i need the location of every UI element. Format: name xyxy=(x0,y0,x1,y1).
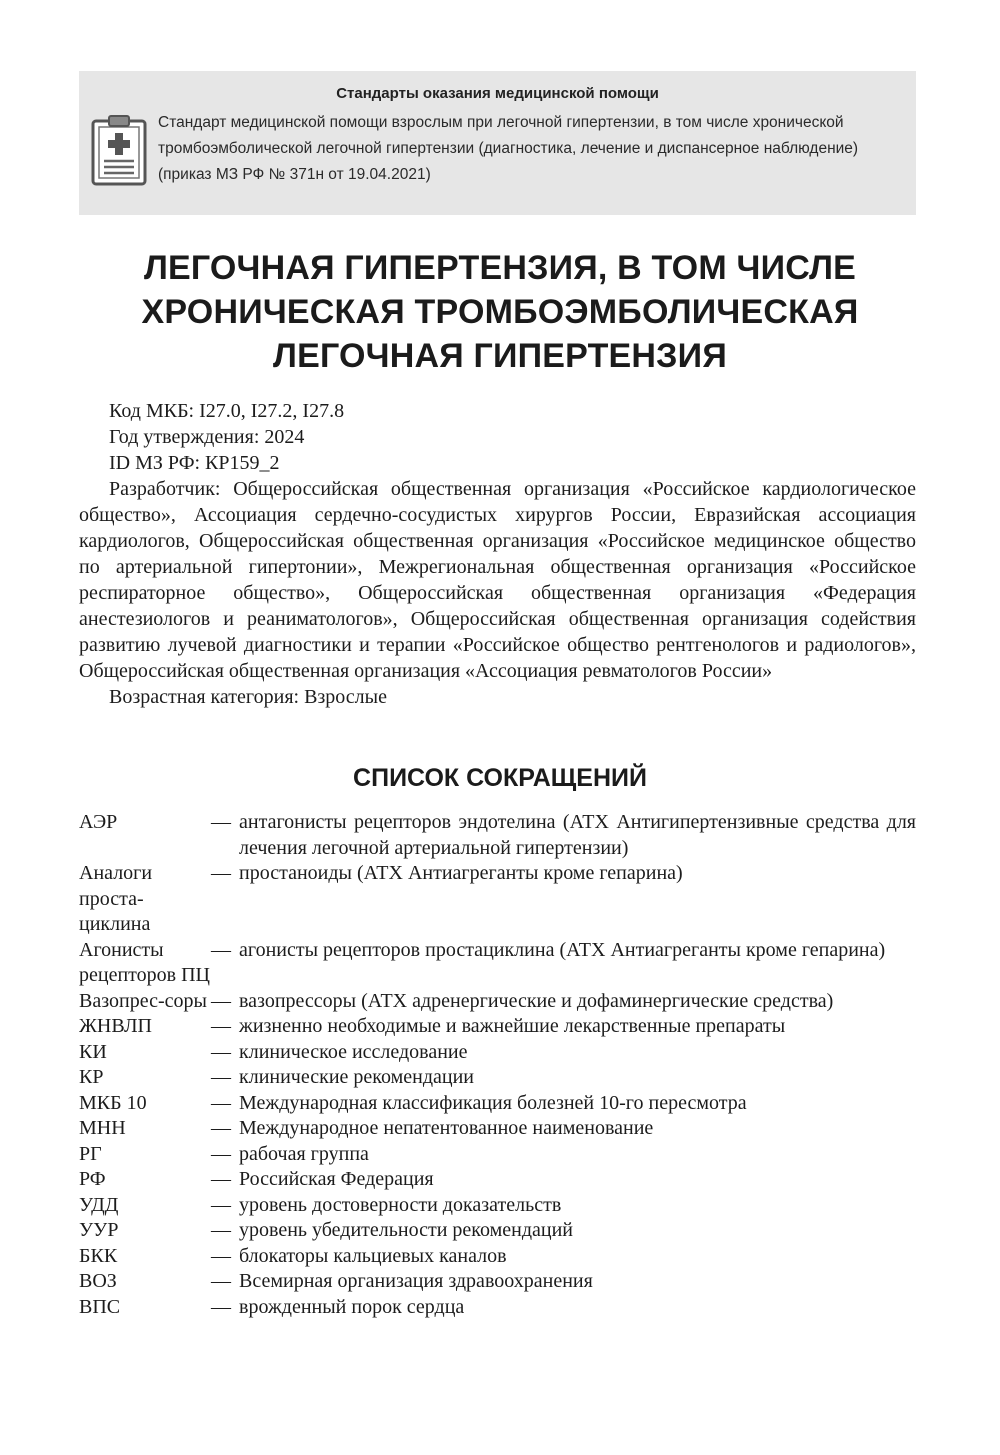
ministry-id: ID МЗ РФ: КР159_2 xyxy=(109,452,280,474)
abbreviation-definition: рабочая группа xyxy=(239,1142,369,1165)
abbreviation-row xyxy=(79,1167,916,1193)
abbreviation-definition: агонисты рецепторов простациклина (АТХ Антиагреганты кроме гепарина) xyxy=(239,938,886,961)
abbreviation-definition: жизненно необходимые и важнейшие лекарственные препараты xyxy=(239,1015,786,1037)
abbreviation-row xyxy=(79,1040,916,1066)
abbreviation-term: КР xyxy=(79,1066,104,1088)
abbreviation-definition: Российская Федерация xyxy=(239,1168,434,1190)
abbreviation-term: УДД xyxy=(79,1193,119,1216)
abbreviation-dash: — xyxy=(211,1244,231,1267)
abbreviation-dash: — xyxy=(211,1295,231,1318)
abbreviation-definition: уровень убедительности рекомендаций xyxy=(239,1219,574,1241)
age-category: Возрастная категория: Взрослые xyxy=(109,686,387,708)
banner-text xyxy=(158,110,908,188)
abbreviations-title: СПИСОК СОКРАЩЕНИЙ xyxy=(353,764,647,792)
abbreviation-dash: — xyxy=(211,1066,231,1088)
abbreviation-dash: — xyxy=(211,1193,231,1216)
abbreviation-definition: Всемирная организация здравоохранения xyxy=(239,1270,593,1292)
abbreviation-row xyxy=(79,1244,916,1270)
abbreviation-dash: — xyxy=(211,1117,231,1139)
abbreviation-term: АЭР xyxy=(79,811,118,833)
abbreviation-term: УУР xyxy=(79,1219,119,1241)
icd-code: Код МКБ: I27.0, I27.2, I27.8 xyxy=(109,400,345,422)
title-line: ЛЕГОЧНАЯ ГИПЕРТЕНЗИЯ, В ТОМ ЧИСЛЕ xyxy=(143,249,857,287)
abbreviation-dash: — xyxy=(211,1091,231,1114)
abbreviation-row xyxy=(79,1218,916,1244)
page-title xyxy=(60,246,940,378)
abbreviation-dash: — xyxy=(211,1142,231,1165)
abbreviation-definition: вазопрессоры (АТХ адренергические и дофаминергические средства) xyxy=(239,989,834,1012)
abbreviation-definition: Международная классификация болезней 10-го пересмотра xyxy=(239,1091,747,1114)
banner-heading: Стандарты оказания медицинской помощи xyxy=(336,85,659,102)
abbreviation-row xyxy=(79,1116,916,1142)
title-line: ЛЕГОЧНАЯ ГИПЕРТЕНЗИЯ xyxy=(273,337,727,375)
document-meta xyxy=(79,398,916,710)
abbreviation-definition: блокаторы кальциевых каналов xyxy=(239,1244,507,1267)
banner-line: Стандарт медицинской помощи взрослым при легочной гипертензии, в том числе хронической xyxy=(158,114,844,131)
approval-year: Год утверждения: 2024 xyxy=(109,426,305,448)
abbreviation-term: ВПС xyxy=(79,1295,121,1318)
abbreviation-dash: — xyxy=(211,938,231,961)
abbreviation-term: Аналоги проста-​циклина xyxy=(79,862,153,935)
abbreviation-dash: — xyxy=(211,1015,231,1037)
abbreviation-row xyxy=(79,1295,916,1321)
abbreviation-term: БКК xyxy=(79,1244,118,1267)
abbreviation-dash: — xyxy=(211,862,231,884)
abbreviation-row xyxy=(79,989,916,1015)
abbreviation-definition: врожденный порок сердца xyxy=(239,1295,465,1318)
abbreviation-term: МНН xyxy=(79,1117,126,1139)
abbreviation-term: Вазопрес-​соры xyxy=(79,989,207,1012)
banner-line: (приказ МЗ РФ № 371н от 19.04.2021) xyxy=(158,166,431,183)
abbreviation-row xyxy=(79,1269,916,1295)
abbreviation-row xyxy=(79,1065,916,1091)
abbreviation-definition: Международное непатентованное наименование xyxy=(239,1117,654,1139)
title-line: ХРОНИЧЕСКАЯ ТРОМБОЭМБОЛИЧЕСКАЯ xyxy=(141,293,859,331)
clipboard-medical-icon xyxy=(90,113,148,187)
abbreviation-row xyxy=(79,1193,916,1219)
abbreviation-row xyxy=(79,1014,916,1040)
abbreviation-term: МКБ 10 xyxy=(79,1091,147,1114)
abbreviation-definition: антагонисты рецепторов эндотелина (АТХ Антигипертензивные средства для лечения легочной артериальной гипертензии) xyxy=(239,811,916,859)
abbreviation-row xyxy=(79,861,916,938)
standards-banner xyxy=(79,71,916,215)
abbreviation-definition: простаноиды (АТХ Антиагреганты кроме гепарина) xyxy=(239,862,683,884)
abbreviations-list xyxy=(79,810,916,1320)
abbreviation-term: ВОЗ xyxy=(79,1270,117,1292)
abbreviation-definition: клиническое исследование xyxy=(239,1040,468,1063)
abbreviation-row xyxy=(79,1142,916,1168)
abbreviation-term: ЖНВЛП xyxy=(79,1015,152,1037)
developer: Разработчик: Общероссийская общественная организация «Российское кардиологическое общество», Ассоциация сердечно-сосудистых хирургов России, Евразийская ассоциация кардиологов, Общероссийская общественная организация «Российское медицинское общество по артериальной гипертонии», Межрегиональная общественная организация «Российское респираторное общество», Общероссийская общественная организация «Федерация анестезиологов и реаниматологов», Общероссийская общественная организация содействия развитию лучевой диагностики и терапии «Российское общество рентгенологов и радиологов», Общероссийская общественная организация «Ассоциация ревматологов России» xyxy=(79,478,916,682)
abbreviation-row xyxy=(79,810,916,861)
abbreviation-term: Агонисты рецепторов ПЦ xyxy=(79,938,210,986)
abbreviation-dash: — xyxy=(211,1168,231,1190)
abbreviation-dash: — xyxy=(211,989,231,1012)
abbreviation-term: КИ xyxy=(79,1040,107,1063)
banner-line: тромбоэмболической легочной гипертензии (диагностика, лечение и диспансерное наблюдение) xyxy=(158,140,859,157)
abbreviation-dash: — xyxy=(211,811,231,833)
abbreviation-term: РГ xyxy=(79,1142,102,1165)
abbreviation-definition: клинические рекомендации xyxy=(239,1066,475,1088)
abbreviation-dash: — xyxy=(211,1219,231,1241)
abbreviation-row xyxy=(79,1091,916,1117)
abbreviation-dash: — xyxy=(211,1040,231,1063)
abbreviation-term: РФ xyxy=(79,1168,106,1190)
abbreviation-dash: — xyxy=(211,1270,231,1292)
abbreviation-definition: уровень достоверности доказательств xyxy=(239,1193,562,1216)
abbreviation-row xyxy=(79,938,916,989)
